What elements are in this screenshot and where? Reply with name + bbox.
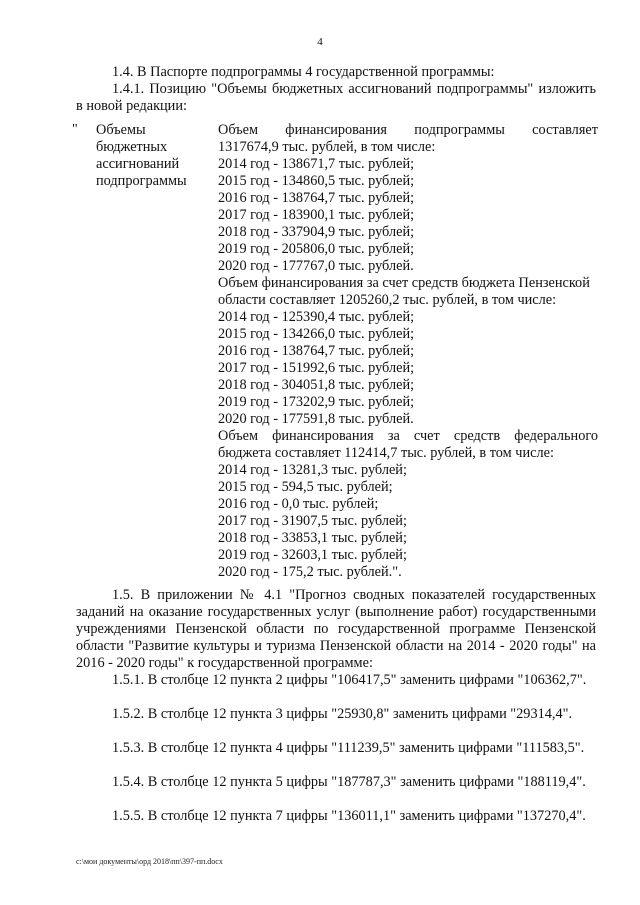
item-1-5: 1.5. В приложении № 4.1 "Прогноз сводных показателей государственных заданий на оказание государственных услуг (выполнение работ) государственными учреждениями Пензенской области по государственной программе Пензенской области "Развитие культуры и туризма Пензенской области на 2014 - 2020 годы" на 2016 - 2020 годы" к государственной программе: [76,587,596,671]
total-year-line: 2020 год - 177767,0 тыс. рублей. [218,258,414,274]
subitem-1-5-1: 1.5.1. В столбце 12 пункта 2 цифры "106417,5" заменить цифрами "106362,7". [112,672,587,688]
federal-year-line: 2018 год - 33853,1 тыс. рублей; [218,530,407,546]
federal-year-line: 2016 год - 0,0 тыс. рублей; [218,496,379,512]
total-year-line: 2017 год - 183900,1 тыс. рублей; [218,207,415,223]
regional-year-line: 2018 год - 304051,8 тыс. рублей; [218,377,415,393]
federal-year-line: 2017 год - 31907,5 тыс. рублей; [218,513,407,529]
regional-year-line: 2016 год - 138764,7 тыс. рублей; [218,343,415,359]
subitem-1-5-5: 1.5.5. В столбце 12 пункта 7 цифры "136011,1" заменить цифрами "137270,4". [112,808,586,824]
total-year-line: 2014 год - 138671,7 тыс. рублей; [218,156,415,172]
regional-year-line: 2019 год - 173202,9 тыс. рублей; [218,394,415,410]
label-line: подпрограммы [96,173,187,189]
subitem-1-5-3: 1.5.3. В столбце 12 пункта 4 цифры "111239,5" заменить цифрами "111583,5". [112,740,585,756]
federal-intro-line: бюджета составляет 112414,7 тыс. рублей, в том числе: [218,445,554,461]
total-intro-line: 1317674,9 тыс. рублей, в том числе: [218,139,436,155]
item-1-4-1: 1.4.1. Позицию "Объемы бюджетных ассигнований подпрограммы" изложить в новой редакции: [76,81,596,114]
subitem-1-5-2: 1.5.2. В столбце 12 пункта 3 цифры "25930,8" заменить цифрами "29314,4". [112,706,573,722]
page-number: 4 [317,36,323,48]
total-year-line: 2019 год - 205806,0 тыс. рублей; [218,241,415,257]
table-value-cell [218,122,598,581]
total-year-line: 2015 год - 134860,5 тыс. рублей; [218,173,415,189]
label-line: ассигнований [96,156,180,172]
federal-year-line: 2015 год - 594,5 тыс. рублей; [218,479,393,495]
label-line: бюджетных [96,139,168,155]
federal-year-line: 2019 год - 32603,1 тыс. рублей; [218,547,407,563]
open-quote: " [72,122,78,137]
federal-year-line: 2020 год - 175,2 тыс. рублей.". [218,564,402,580]
regional-year-line: 2017 год - 151992,6 тыс. рублей; [218,360,415,376]
table-label-cell [96,122,212,190]
label-line: Объемы [96,122,146,138]
regional-intro-line: области составляет 1205260,2 тыс. рублей, в том числе: [218,292,557,308]
total-year-line: 2016 год - 138764,7 тыс. рублей; [218,190,415,206]
federal-intro-line: Объем финансирования за счет средств федерального [218,428,598,444]
regional-intro-line: Объем финансирования за счет средств бюджета Пензенской [218,275,590,291]
footer-file-path: c:\мои документы\орд 2018\пп\397-пп.docx [76,857,223,866]
regional-year-line: 2014 год - 125390,4 тыс. рублей; [218,309,415,325]
federal-year-line: 2014 год - 13281,3 тыс. рублей; [218,462,407,478]
total-intro-line: Объем финансирования подпрограммы составляет [218,122,598,138]
total-year-line: 2018 год - 337904,9 тыс. рублей; [218,224,415,240]
subitem-1-5-4: 1.5.4. В столбце 12 пункта 5 цифры "187787,3" заменить цифрами "188119,4". [112,774,586,790]
heading-1-4: 1.4. В Паспорте подпрограммы 4 государственной программы: [112,64,495,80]
regional-year-line: 2020 год - 177591,8 тыс. рублей. [218,411,414,427]
regional-year-line: 2015 год - 134266,0 тыс. рублей; [218,326,415,342]
